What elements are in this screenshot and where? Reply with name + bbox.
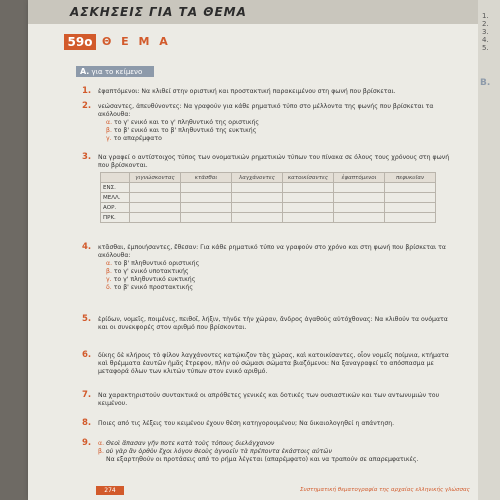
question-number: 4. xyxy=(82,242,92,252)
question-number: 2. xyxy=(82,101,92,111)
sub-item: Να εξαρτηθούν οι προτάσεις από το ρήμα λέγεται (απαρέμφατο) και να τραπούν σε απαρεμφατικές. xyxy=(106,456,419,463)
question-4 xyxy=(82,242,458,292)
row-label: ΜΕΛΛ. xyxy=(101,193,130,203)
question-text: κτᾶσθαι, ἐμποιήσαντες, ἔθεσαν: Για κάθε ρηματικό τύπο να γραφούν στο χρόνο και στη φωνή που βρίσκεται τα ακόλουθα: xyxy=(98,244,446,259)
question-9 xyxy=(82,438,458,464)
textbook-page xyxy=(28,0,478,500)
row-label: ΑΟΡ. xyxy=(101,203,130,213)
question-number: 6. xyxy=(82,350,92,360)
question-5 xyxy=(82,314,458,332)
question-number: 1. xyxy=(82,86,92,96)
table-header: κατοικίσαντες xyxy=(283,173,334,183)
page-header-title: ΑΣΚΗΣΕΙΣ ΓΙΑ ΤΑ ΘΕΜΑ xyxy=(70,5,247,19)
series-title: Συστηματική θεματογραφία της αρχαίας ελληνικής γλώσσας xyxy=(300,487,470,493)
question-number: 8. xyxy=(82,418,92,428)
row-label: ΕΝΣ. xyxy=(101,183,130,193)
theme-word: Θ Ε Μ Α xyxy=(102,35,171,48)
sub-item: α. το β' πληθυντικό οριστικής xyxy=(106,260,200,267)
question-text: ἐρίδων, νομεῖς, ποιμένες, πειθοῖ, λήξιν, τὴνδε τὴν χώραν, ἄνδρος ἀγαθοὺς αὐτόχθονας: Να κλιθούν τα ονόματα και οι συνεκφορές στον αριθμό που βρίσκονται. xyxy=(98,316,448,331)
table-header: γιγνώσκοντας xyxy=(130,173,181,183)
table-corner xyxy=(101,173,130,183)
sub-item: β. το β' ενικό και το β' πληθυντικό της ευκτικής xyxy=(106,127,257,134)
question-1 xyxy=(82,86,458,96)
question-number: 3. xyxy=(82,152,92,162)
question-number: 7. xyxy=(82,390,92,400)
sub-item: δ. το β' ενικό προστακτικής xyxy=(106,284,193,291)
row-label: ΠΡΚ. xyxy=(101,213,130,223)
question-6 xyxy=(82,350,458,376)
table-row xyxy=(101,213,436,223)
table-header-row xyxy=(101,173,436,183)
table-header: πεφυκυῖαν xyxy=(385,173,436,183)
question-3 xyxy=(82,152,458,170)
question-text: Να χαρακτηριστούν συντακτικά οι απρόθετες γενικές και δοτικές των ουσιαστικών και των αντωνυμιών του κειμένου. xyxy=(98,392,440,407)
question-2 xyxy=(82,101,458,143)
question-7 xyxy=(82,390,458,408)
conjugation-table xyxy=(100,172,436,223)
header-band xyxy=(28,0,478,24)
theme-heading xyxy=(64,34,264,50)
table-row xyxy=(101,193,436,203)
adjacent-page xyxy=(478,0,500,500)
table-header: λαγχάνοντες xyxy=(232,173,283,183)
question-text: Να γραφεί ο αντίστοιχος τύπος των ονοματικών ρηματικών τύπων του πίνακα σε όλους τους χρόνους στη φωνή που βρίσκονται. xyxy=(98,154,450,169)
question-number: 9. xyxy=(82,438,92,448)
question-text: Ποιες από τις λέξεις του κειμένου έχουν θέση κατηγορουμένου; Να δικαιολογηθεί η απάντηση. xyxy=(98,420,395,427)
theme-number: 59ο xyxy=(64,34,96,50)
question-text: ἐφαπτόμενοι: Να κλιθεί στην οριστική και προστακτική παρακειμένου στη φωνή που βρίσκεται. xyxy=(98,88,396,95)
page-number: 274 xyxy=(96,486,124,495)
sub-item: β. οὐ γὰρ ἂν ὀρθὸν ἔχοι λόγον θεοὺς ἀγνοεῖν τὰ πρέποντα ἑκάστοις αὐτῶν xyxy=(98,448,332,455)
section-letter: Α. xyxy=(80,67,90,76)
sub-item: α. Θεοὶ ἅπασαν γῆν ποτε κατὰ τοὺς τόπους διελάγχανον xyxy=(98,440,275,447)
adjacent-numbers: 1. 2. 3. 4. 5. xyxy=(482,12,489,52)
question-number: 5. xyxy=(82,314,92,324)
question-text: νεώσαντες, ἀπευθύνοντες: Να γραφούν για κάθε ρηματικό τύπο στο μέλλοντα της φωνής που βρίσκεται τα ακόλουθα: xyxy=(98,103,434,118)
sub-item: β. το γ' ενικό υποτακτικής xyxy=(106,268,189,275)
sub-item: α. το γ' ενικό και το γ' πληθυντικό της οριστικής xyxy=(106,119,260,126)
sub-item: γ. το απαρέμφατο xyxy=(106,135,162,142)
section-text: για το κείμενο xyxy=(91,68,143,76)
sub-item: γ. το γ' πληθυντικό ευκτικής xyxy=(106,276,196,283)
table-header: ἐφαπτόμενοι xyxy=(334,173,385,183)
table-row xyxy=(101,183,436,193)
table-row xyxy=(101,203,436,213)
section-a-label xyxy=(76,66,154,77)
question-text: δίκης δὲ κλήροις τὸ φίλον λαγχάνοντες κατῴκιζον τὰς χώρας, καὶ κατοικίσαντες, οἷον νομεῖς ποίμνια, κτήματα καὶ θρέμματα ἑαυτῶν ἡμᾶς ἔτρεφον, πλὴν οὐ σώμασι σώματα βιαζόμενοι: Να ξαναγραφεί το απόσπασμα με μεταφορά όλων των κλιτών τύπων στον ενικό αριθμό. xyxy=(98,352,449,375)
table-header: κτᾶσθαι xyxy=(181,173,232,183)
question-8 xyxy=(82,418,458,428)
adjacent-section: Β. xyxy=(480,78,491,88)
